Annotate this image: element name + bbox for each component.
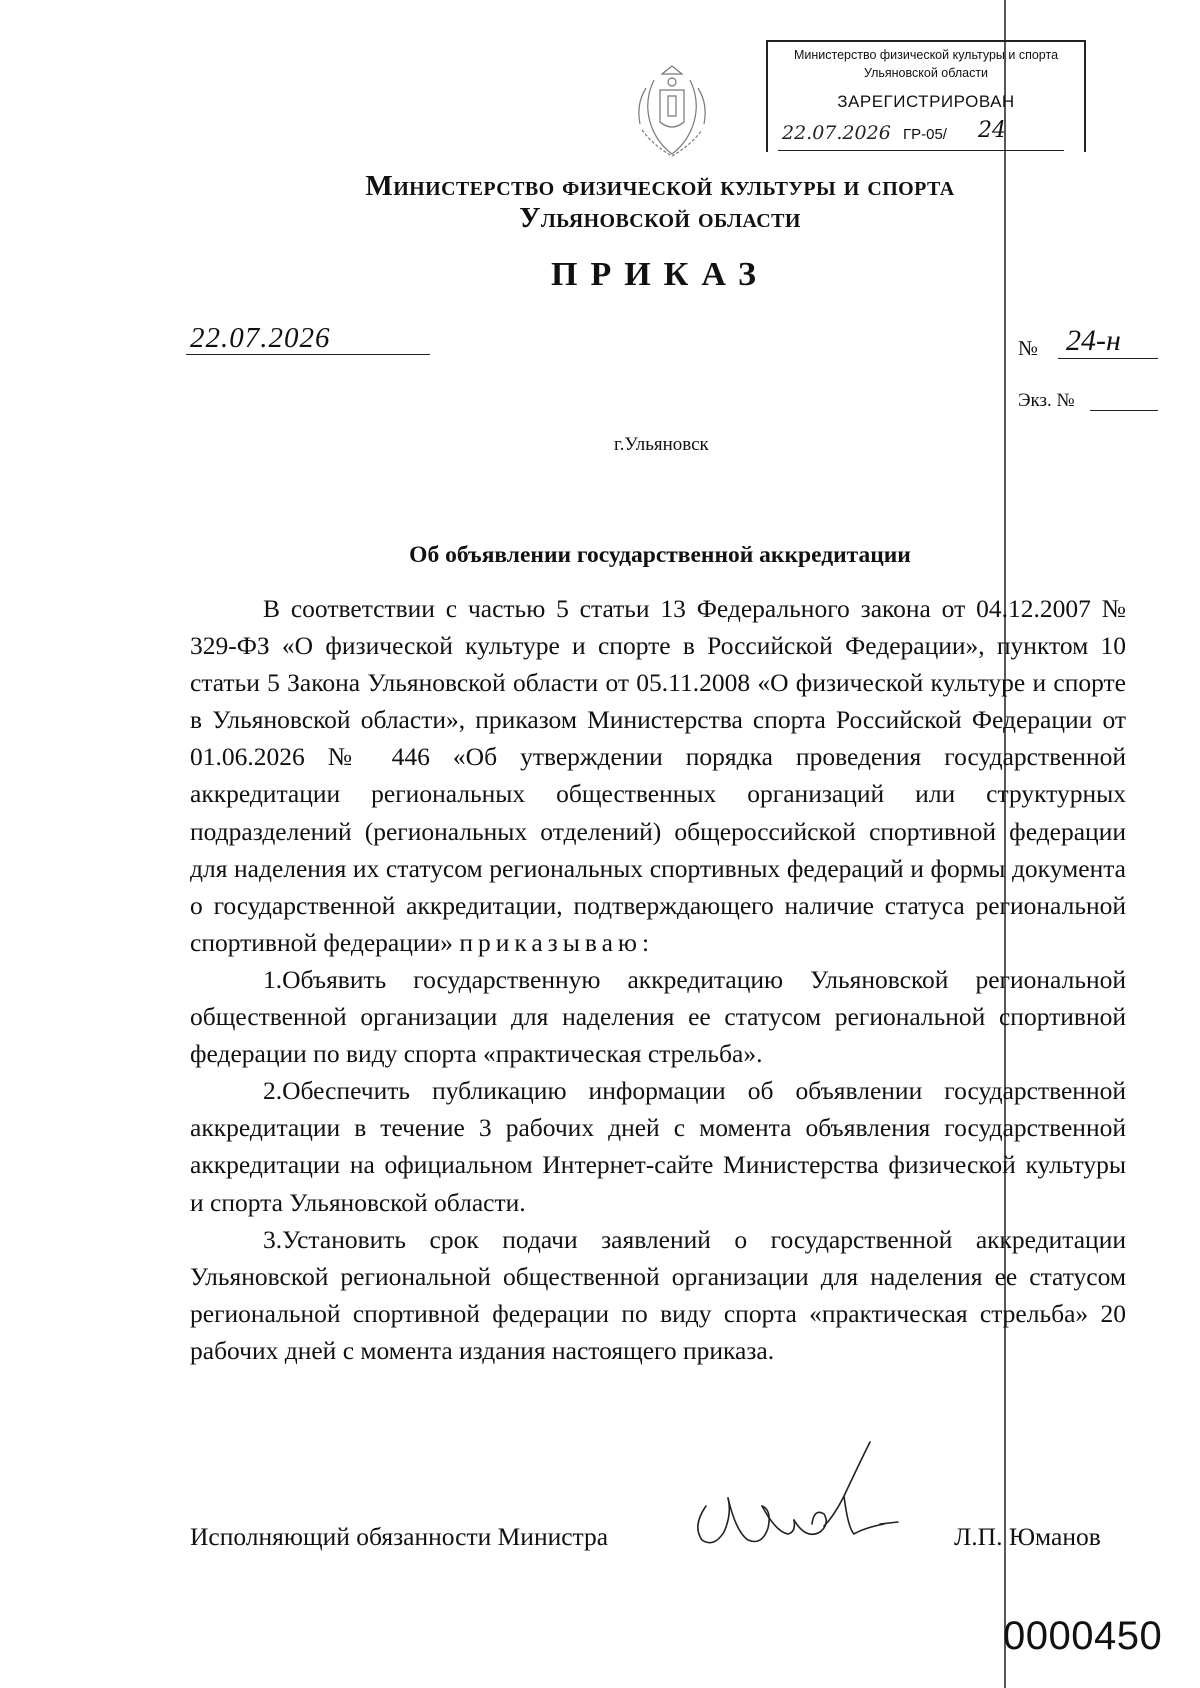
order-word: приказываю: (459, 927, 655, 957)
city: г.Ульяновск (614, 434, 709, 455)
order-number-underline (1058, 358, 1158, 359)
stamp-org-line1: Министерство физической культуры и спорта (793, 48, 1059, 62)
copy-number-label: Экз. № (1018, 390, 1075, 411)
order-title: Об объявлении государственной аккредитации (409, 542, 911, 568)
order-body (190, 590, 1126, 1369)
item-2: 2.Обеспечить публикацию информации об объявлении государственной аккредитации в течение 3 рабочих дней с момента объявления государственной аккредитации на официальном Интернет-сайте Министерства физической культуры и спорта Ульяновской области. (190, 1076, 1126, 1217)
handwritten-signature (684, 1436, 904, 1560)
item-1: 1.Объявить государственную аккредитацию Ульяновской региональной общественной организации для наделения ее статусом региональной спортивной федерации по виду спорта «практическая стрельба». (190, 964, 1126, 1069)
coat-of-arms-emblem (624, 60, 720, 160)
signatory-position: Исполняющий обязанности Министра (190, 1522, 609, 1551)
preamble-text: В соответствии с частью 5 статьи 13 Федерального закона от 04.12.2007 № 329-ФЗ «О физической культуре и спорте в Российской Федерации», пунктом 10 статьи 5 Закона Ульяновской области от 05.11.2008 «О физической культуре и спорте в Ульяновской области», приказом Министерства спорта Российской Федерации от 01.06.2026 № 446 «Об утверждении порядка проведения государственной аккредитации региональных общественных организаций или структурных подразделений (региональных отделений) общероссийской спортивной федерации для наделения их статусом региональных спортивных федераций и формы документа о государственной аккредитации, подтверждающего наличие статуса региональной спортивной федерации» (190, 594, 1126, 957)
document-type: ПРИКАЗ (551, 256, 769, 293)
document-serial-number: 0000450 (1003, 1614, 1163, 1658)
stamp-status: ЗАРЕГИСТРИРОВАН (837, 92, 1015, 111)
preamble-paragraph (190, 590, 1126, 961)
signatory-name: Л.П. Юманов (954, 1522, 1101, 1551)
stamp-underline (778, 150, 1064, 151)
ministry-name-line1: Министерство физической культуры и спорта (365, 170, 955, 202)
order-number: 24-н (1066, 324, 1121, 357)
copy-number-underline (1090, 410, 1158, 411)
stamp-date: 22.07.2026 (782, 122, 891, 144)
order-number-label: № (1018, 336, 1039, 360)
registration-stamp (766, 40, 1086, 152)
order-date-underline (186, 354, 430, 355)
order-date: 22.07.2026 (190, 322, 331, 354)
ministry-name-line2: Ульяновской области (519, 202, 801, 234)
stamp-reg-prefix: ГР-05/ (903, 126, 947, 143)
item-3: 3.Установить срок подачи заявлений о государственной аккредитации Ульяновской региональной общественной организации для наделения ее статусом региональной спортивной федерации по виду спорта «практическая стрельба» 20 рабочих дней с момента издания настоящего приказа. (190, 1224, 1126, 1365)
stamp-org-line2: Ульяновской области (863, 66, 989, 80)
stamp-reg-number: 24 (978, 118, 1006, 143)
